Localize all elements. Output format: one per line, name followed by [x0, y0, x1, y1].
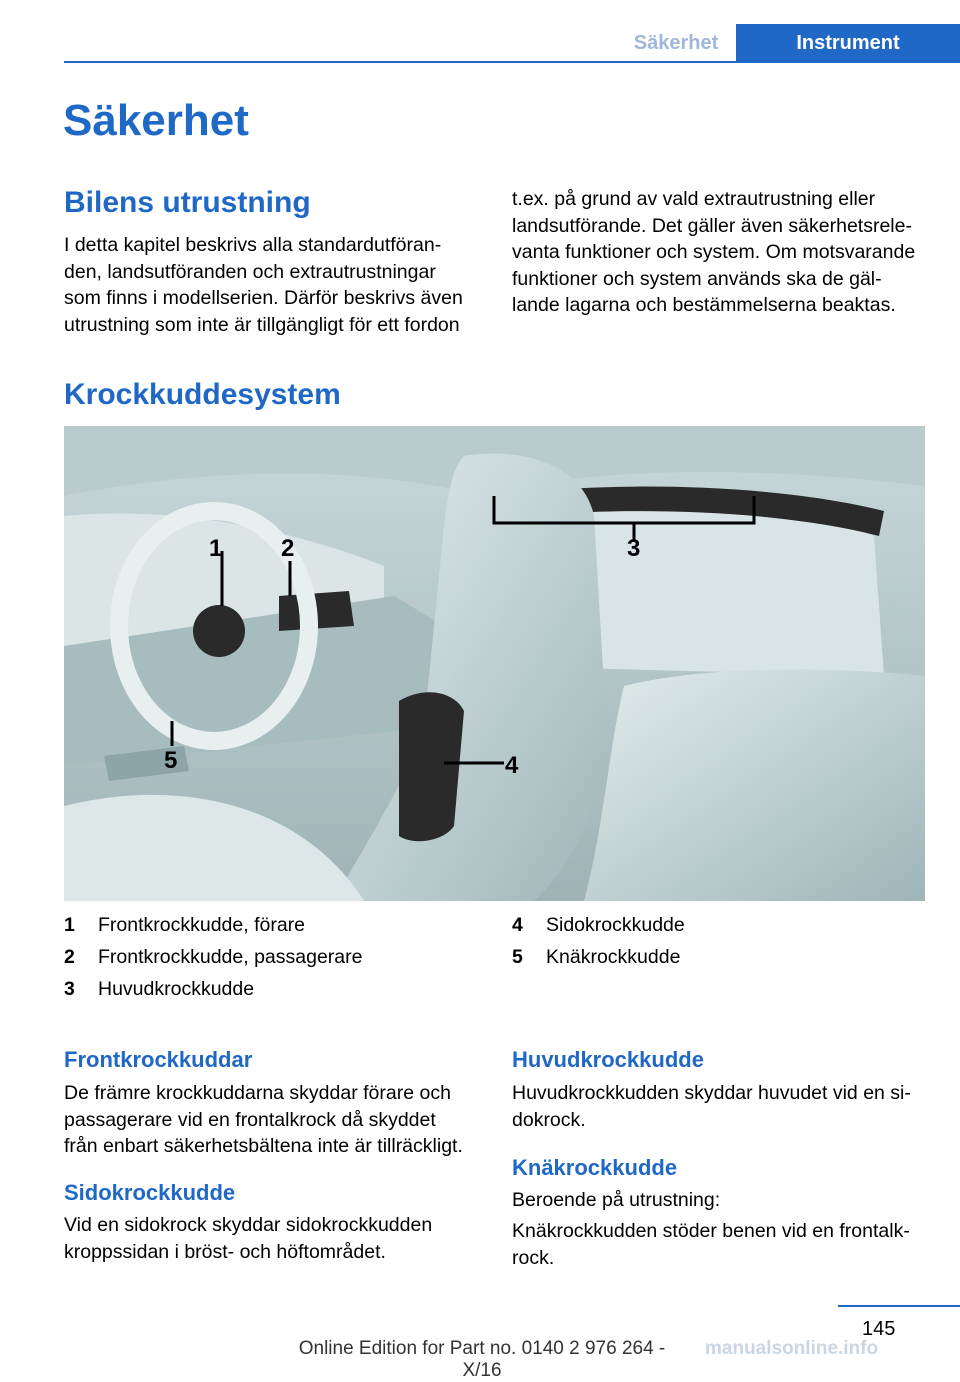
callout-2: 2	[281, 535, 295, 562]
text-line: passagerare vid en frontalkrock då skyddet	[64, 1108, 436, 1131]
text-line: lande lagarna och bestämmelserna beaktas.	[512, 294, 896, 316]
heading-head-airbag: Huvudkrockkudde	[512, 1047, 704, 1072]
knee-airbag-condition: Beroende på utrustning:	[512, 1189, 721, 1211]
knee-airbag-text	[512, 1218, 910, 1271]
front-airbags-text	[64, 1080, 463, 1160]
legend-item	[512, 914, 685, 937]
callout-3: 3	[627, 535, 641, 562]
legend-label: Huvudkrockkudde	[98, 978, 255, 1000]
callout-5: 5	[164, 747, 178, 774]
legend-item	[64, 946, 362, 969]
header-tab-instrument[interactable]: Instrument	[736, 24, 960, 62]
legend-label: Frontkrockkudde, passagerare	[98, 946, 363, 968]
text-line: från enbart säkerhetsbältena inte är tillräckligt.	[64, 1135, 463, 1157]
text-line: landsutförande. Det gäller även säkerhetsrele-	[512, 214, 912, 237]
legend-number: 1	[64, 914, 75, 936]
text-line: utrustning som inte är tillgängligt för ett fordon	[64, 313, 460, 336]
airbag-figure	[64, 426, 925, 901]
text-line: dokrock.	[512, 1108, 586, 1131]
heading-front-airbags: Frontkrockkuddar	[64, 1047, 253, 1072]
text-line: som finns i modellserien. Därför beskrivs även	[64, 287, 463, 309]
driver-airbag-shape	[193, 605, 245, 657]
heading-airbag-system: Krockkuddesystem	[64, 378, 341, 411]
legend-item	[64, 978, 254, 1001]
header-rule	[64, 61, 960, 63]
edition-text: Online Edition for Part no. 0140 2 976 264 - X/16	[298, 1338, 666, 1381]
text-line: vanta funktioner och system. Om motsvarande	[512, 241, 916, 263]
rear-seat	[584, 669, 925, 901]
watermark: manualsonline.info	[705, 1338, 879, 1359]
text-line: Knäkrockkudden stöder benen vid en frontalk-	[512, 1220, 910, 1242]
text-line: Vid en sidokrock skyddar sidokrockkudden	[64, 1214, 433, 1236]
text-line: De främre krockkuddarna skyddar förare och	[64, 1082, 451, 1104]
text-line: Huvudkrockkudden skyddar huvudet vid en si-	[512, 1082, 911, 1104]
footer-rule	[838, 1305, 960, 1307]
legend-number: 3	[64, 978, 75, 1000]
legend-item	[64, 914, 305, 937]
callout-4: 4	[505, 752, 519, 779]
equipment-text-right	[512, 186, 915, 319]
text-line: I detta kapitel beskrivs alla standardutföran-	[64, 234, 442, 256]
text-line: funktioner och system används ska de gäl-	[512, 267, 882, 290]
legend-number: 5	[512, 946, 523, 968]
page-title: Säkerhet	[63, 96, 249, 145]
heading-knee-airbag: Knäkrockkudde	[512, 1155, 678, 1180]
text-line: den, landsutföranden och extrautrustningar	[64, 260, 436, 283]
heading-equipment: Bilens utrustning	[64, 186, 311, 219]
legend-number: 4	[512, 914, 523, 936]
legend-label: Knäkrockkudde	[546, 946, 681, 968]
legend-number: 2	[64, 946, 75, 968]
heading-side-airbag: Sidokrockkudde	[64, 1180, 236, 1205]
text-line: kroppssidan i bröst- och höftområdet.	[64, 1240, 386, 1263]
text-line: rock.	[512, 1246, 555, 1269]
side-airbag-text	[64, 1212, 432, 1265]
legend-item	[512, 946, 680, 969]
legend-label: Sidokrockkudde	[546, 914, 685, 936]
page-number: 145	[862, 1318, 896, 1340]
equipment-text-left	[64, 232, 463, 338]
head-airbag-text	[512, 1080, 911, 1133]
legend-label: Frontkrockkudde, förare	[98, 914, 306, 936]
callout-1: 1	[209, 535, 223, 562]
text-line: t.ex. på grund av vald extrautrustning eller	[512, 188, 876, 210]
side-airbag-shape	[399, 692, 464, 841]
header-tab-safety[interactable]: Säkerhet	[633, 31, 719, 54]
